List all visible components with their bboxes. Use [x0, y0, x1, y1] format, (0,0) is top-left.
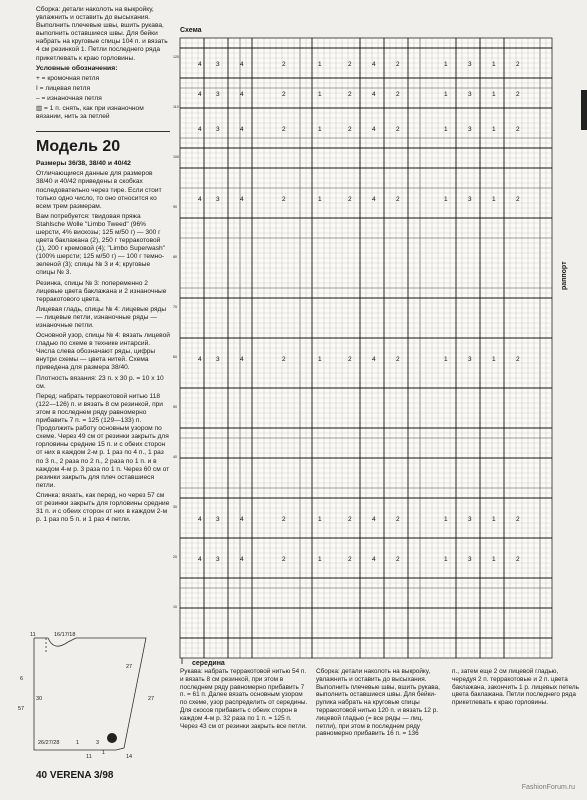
chart-colour-number: 2	[516, 196, 520, 203]
chart-colour-number: 4	[198, 516, 202, 523]
chart-colour-number: 2	[282, 61, 286, 68]
chart-colour-number: 4	[372, 556, 376, 563]
bottom-column-1	[180, 668, 308, 730]
chart-colour-number: 1	[444, 91, 448, 98]
chart-row-label: 10	[173, 605, 177, 609]
chart-colour-number: 3	[468, 516, 472, 523]
chart-row-label: 60	[173, 355, 177, 359]
chart-colour-number: 1	[318, 196, 322, 203]
chart-colour-number: 2	[282, 556, 286, 563]
page-footer: 40 VERENA 3/98	[36, 770, 114, 781]
chart-row-label: 20	[173, 555, 177, 559]
chart-row-label: 40	[173, 455, 177, 459]
side-tab-marker	[581, 90, 587, 130]
chart-colour-number: 2	[396, 126, 400, 133]
chart-colour-number: 2	[396, 196, 400, 203]
paragraph-3: Лицевая гладь, спицы № 4: лицевые ряды — лицевые петли, изнаночные ряды — изнаночные петли.	[36, 305, 167, 329]
chart-colour-number: 2	[516, 516, 520, 523]
left-column	[36, 6, 170, 526]
chart-colour-number: 2	[516, 61, 520, 68]
chart-colour-number: 4	[198, 196, 202, 203]
chart-colour-number: 4	[198, 91, 202, 98]
model-title: Модель 20	[36, 131, 170, 156]
chart-colour-number: 4	[372, 126, 376, 133]
garment-schematic	[16, 630, 166, 760]
chart-colour-number: 3	[468, 61, 472, 68]
chart-row-label: 30	[173, 505, 177, 509]
chart-colour-number: 2	[282, 356, 286, 363]
chart-colour-number: 1	[318, 61, 322, 68]
schematic-label-0: 11	[30, 632, 36, 638]
legend-line-0: + = кромочная петля	[36, 74, 100, 82]
paragraph-6: Перед: набрать терракотовой нитью 118 (122—126) п. и вязать 8 см резинкой, при этом в последнем ряду равномерно прибавить 7 п. = 125 (129—133) п. Продолжить работу основным узором по схеме. Через 49 см от резинки закрыть для горловины средние 15 п. и с обеих сторон от них в каждом 2-м р. 1 раз по 4 п., 1 раз по 3 п., 2 раза по 2 п., 2 раза по 1 п. и в каждом 4-м р. 3 раза по 1 п. Через 60 см от резинки закрыть для плеч оставшиеся петли.	[36, 392, 170, 489]
chart-colour-number: 2	[348, 196, 352, 203]
watermark: FashionForum.ru	[521, 784, 575, 791]
chart-colour-number: 1	[318, 516, 322, 523]
chart-colour-number: 4	[372, 61, 376, 68]
chart-colour-number: 4	[240, 91, 244, 98]
chart-colour-number: 2	[348, 356, 352, 363]
chart-row-label: 120	[173, 55, 179, 59]
chart-colour-number: 2	[516, 126, 520, 133]
chart-colour-number: 1	[492, 556, 496, 563]
assembly-paragraph: Сборка: детали наколоть на выкройку, увлажнить и оставить до высыхания. Выполнить плечевые швы, вшить рукава, выполнить оставшиеся швы. Для бейки набрать на круговые спицы 104 п. и вязать 4 см резинкой 1. Петли последнего ряда прикетлевать к краю горловины.	[36, 6, 168, 62]
chart-colour-number: 3	[216, 91, 220, 98]
schematic-label-8: 11	[86, 754, 92, 760]
chart-colour-number: 4	[372, 91, 376, 98]
chart-colour-number: 4	[240, 126, 244, 133]
chart-colour-number: 2	[516, 356, 520, 363]
chart-colour-number: 3	[468, 356, 472, 363]
chart-colour-number: 1	[318, 556, 322, 563]
paragraph-2: Резинка, спицы № 3: попеременно 2 лицевые цвета баклажана и 2 изнаночные терракотового цвета.	[36, 279, 167, 303]
schematic-label-7: 26/27/28	[38, 740, 60, 746]
chart-colour-number: 2	[348, 516, 352, 523]
schematic-label-3: 27	[148, 696, 155, 702]
chart-rapport-label: раппорт	[561, 261, 568, 290]
chart-colour-number: 2	[282, 196, 286, 203]
paragraph-4: Основной узор, спицы № 4: вязать лицевой гладью по схеме в технике интарсий. Числа слева обозначают ряды, цифры внутри схемы — цвета нитей. Схема приведена для размера 38/40.	[36, 332, 170, 372]
chart-colour-number: 2	[282, 516, 286, 523]
chart-colour-number: 3	[216, 126, 220, 133]
chart-colour-number: 1	[492, 356, 496, 363]
chart-colour-number: 4	[372, 196, 376, 203]
chart-colour-number: 2	[348, 556, 352, 563]
legend-line-1: I = лицевая петля	[36, 84, 91, 92]
chart-colour-number: 1	[492, 196, 496, 203]
chart-colour-number: 2	[282, 91, 286, 98]
chart-colour-number: 3	[468, 91, 472, 98]
knitting-chart	[172, 36, 554, 664]
schematic-label-2: 27	[126, 664, 133, 670]
assembly2-continued-paragraph: п., затем еще 2 см лицевой гладью, чередуя 2 п. терракотовые и 2 п. цвета баклажана, закончить 1 р. лицевых петель цвета баклажана. Петли последнего ряда прикетлевать к краю горловины.	[452, 668, 579, 707]
chart-row-label: 80	[173, 255, 177, 259]
chart-colour-number: 1	[444, 556, 448, 563]
schematic-label-6: 57	[18, 706, 25, 712]
paragraph-1: Вам потребуется: твидовая пряжа Stahlsche Wolle "Limbo Tweed" (96% шерсти, 4% вискозы; 125 м/50 г) — 300 г цвета баклажана (2), 250 г терракотовой (1), 200 г кремовой (4); "Limbo Superwash" (100% шерсти; 125 м/50 г) — 100 г темно-зеленой (3); спицы № 3 и 4; круговые спицы № 3.	[36, 212, 166, 277]
legend-title: Условные обозначения:	[36, 64, 118, 72]
schematic-label-11: 3	[96, 740, 100, 746]
chart-title: Схема	[180, 27, 202, 34]
chart-colour-number: 4	[240, 196, 244, 203]
chart-colour-number: 2	[396, 356, 400, 363]
legend-line-3: ▥ = 1 п. снять, как при изнаночном вязании, нить за петлей	[36, 105, 144, 121]
chart-colour-number: 1	[318, 91, 322, 98]
bottom-column-3	[452, 668, 580, 707]
chart-colour-number: 2	[516, 91, 520, 98]
chart-colour-number: 1	[444, 516, 448, 523]
chart-colour-number: 3	[216, 516, 220, 523]
schematic-label-1: 16/17/18	[54, 632, 76, 638]
schematic-label-9: 14	[126, 754, 133, 760]
chart-colour-number: 3	[468, 196, 472, 203]
yarn-ball-icon	[107, 733, 117, 743]
chart-colour-number: 4	[372, 516, 376, 523]
chart-colour-number: 2	[348, 91, 352, 98]
chart-row-label: 110	[173, 105, 179, 109]
chart-colour-number: 1	[444, 196, 448, 203]
chart-row-label: 50	[173, 405, 177, 409]
chart-colour-number: 4	[372, 356, 376, 363]
chart-colour-number: 2	[516, 556, 520, 563]
chart-colour-number: 4	[240, 61, 244, 68]
chart-middle-label: середина	[192, 660, 225, 667]
schematic-label-10: 1	[76, 740, 80, 746]
paragraph-7: Спинка: вязать, как перед, но через 57 см от резинки закрыть для горловины средние 31 п. и с обеих сторон от них в каждом 2-м р. 1 раз по 5 п. и 1 раз 4 петли.	[36, 491, 170, 524]
chart-colour-number: 4	[198, 356, 202, 363]
chart-colour-number: 3	[468, 556, 472, 563]
chart-colour-number: 1	[318, 356, 322, 363]
chart-colour-number: 2	[396, 516, 400, 523]
chart-row-label: 100	[173, 155, 179, 159]
schematic-label-12: 1	[102, 750, 106, 756]
chart-colour-number: 4	[198, 556, 202, 563]
sizes-heading: Размеры 36/38, 38/40 и 40/42	[36, 160, 131, 168]
chart-colour-number: 1	[444, 356, 448, 363]
chart-row-label: 90	[173, 205, 177, 209]
chart-colour-number: 1	[492, 126, 496, 133]
schematic-label-4: 6	[20, 676, 24, 682]
chart-colour-number: 4	[240, 556, 244, 563]
assembly2-paragraph: Сборка: детали наколоть на выкройку, увлажнить и оставить до высыхания. Выполнить плечевые швы, вшить рукава, выполнить оставшиеся швы. Для бейки-рулика набрать на круговые спицы терракотовой нитью 120 п. и вязать 12 р. лицевой гладью (= все ряды — лиц. петли), при этом в последнем ряду равномерно прибавить 16 п. = 136	[316, 668, 440, 738]
schematic-label-5: 30	[36, 696, 43, 702]
chart-colour-number: 3	[216, 556, 220, 563]
chart-colour-number: 1	[318, 126, 322, 133]
chart-colour-number: 2	[348, 61, 352, 68]
chart-colour-number: 2	[396, 91, 400, 98]
chart-colour-number: 1	[492, 61, 496, 68]
chart-colour-number: 3	[468, 126, 472, 133]
chart-colour-number: 3	[216, 356, 220, 363]
bottom-column-2	[316, 668, 444, 738]
chart-colour-number: 1	[492, 516, 496, 523]
chart-colour-number: 4	[240, 356, 244, 363]
chart-colour-number: 3	[216, 61, 220, 68]
chart-colour-number: 1	[444, 61, 448, 68]
legend-line-2: – = изнаночная петля	[36, 94, 102, 102]
paragraph-5: Плотность вязания: 23 п. x 30 р. = 10 x 10 см.	[36, 374, 164, 390]
chart-colour-number: 4	[240, 516, 244, 523]
chart-colour-number: 3	[216, 196, 220, 203]
chart-colour-number: 2	[396, 61, 400, 68]
chart-colour-number: 2	[348, 126, 352, 133]
paragraph-0: Отличающиеся данные для размеров 38/40 и 40/42 приведены в скобках последовательно через тире. Если стоит только одно число, то оно относится ко всем трем размерам.	[36, 170, 162, 210]
chart-colour-number: 1	[492, 91, 496, 98]
chart-colour-number: 2	[282, 126, 286, 133]
chart-row-label: 70	[173, 305, 177, 309]
chart-colour-number: 4	[198, 126, 202, 133]
sleeves-paragraph: Рукава: набрать терракотовой нитью 54 п. и вязать 8 см резинкой, при этом в последнем ряду равномерно прибавить 7 п. = 61 п. Далее вязать основным узором по схеме, узор распределить от середины. Для скосов прибавить с обеих сторон в каждом 4-м р. 32 раза по 1 п. = 125 п. Через 43 см от резинки закрыть все петли.	[180, 668, 308, 730]
chart-colour-number: 1	[444, 126, 448, 133]
chart-colour-number: 4	[198, 61, 202, 68]
chart-colour-number: 2	[396, 556, 400, 563]
